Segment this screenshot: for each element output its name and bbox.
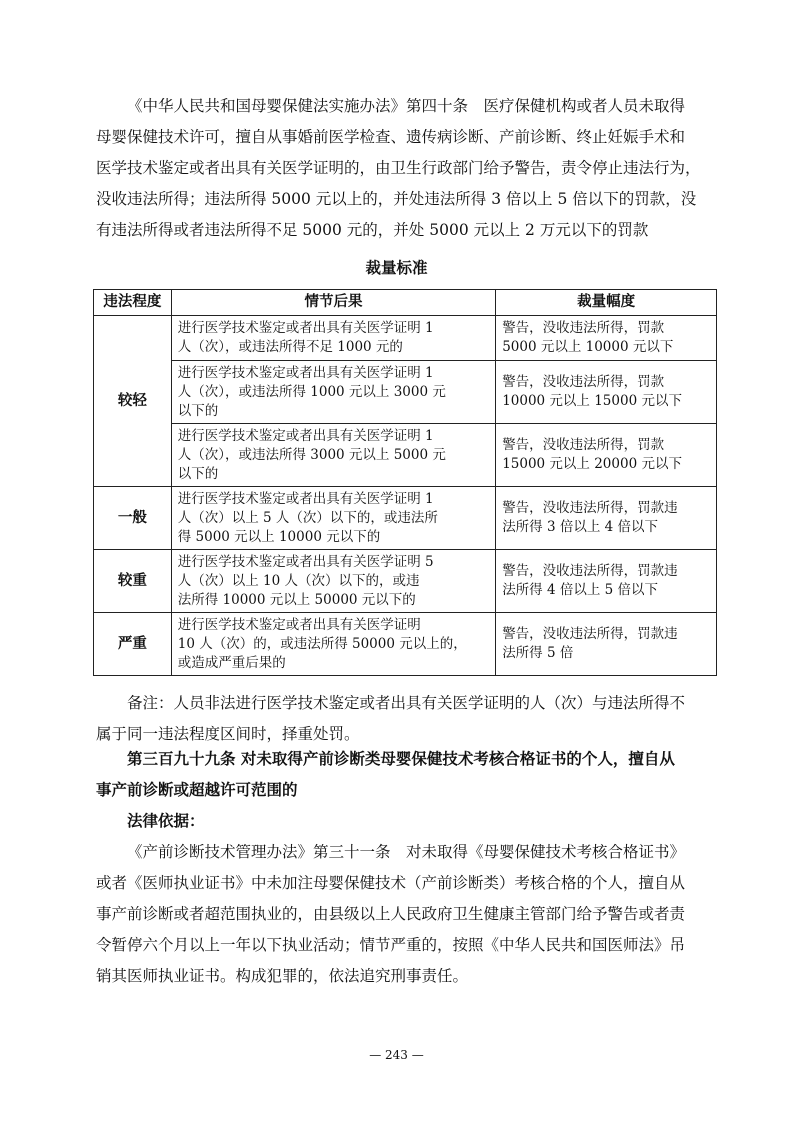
penalty-cell — [496, 361, 717, 424]
legal-basis-line: 令暂停六个月以上一年以下执业活动；情节严重的，按照《中华人民共和国医师法》吊 — [96, 936, 686, 954]
penalty-line: 法所得 4 倍以上 5 倍以下 — [502, 582, 659, 598]
header-circumstance: 情节后果 — [171, 290, 495, 316]
circumstance-cell — [171, 613, 495, 676]
circumstance-line: 以下的 — [177, 465, 219, 482]
legal-basis-heading — [96, 806, 714, 837]
discretion-standard-table — [93, 289, 717, 676]
circumstance-line: 人（次）以上 5 人（次）以下的，或违法所 — [177, 509, 438, 526]
note-line: 备注：人员非法进行医学技术鉴定或者出具有关医学证明的人（次）与违法所得不 — [127, 694, 686, 712]
circumstance-line: 进行医学技术鉴定或者出具有关医学证明 5 — [177, 553, 434, 570]
circumstance-cell — [171, 361, 495, 424]
degree-cell: 一般 — [94, 487, 172, 550]
page-number: — 243 — — [369, 1048, 424, 1062]
penalty-line: 10000 元以上 15000 元以下 — [502, 393, 682, 409]
penalty-cell — [496, 487, 717, 550]
penalty-line: 法所得 5 倍 — [502, 645, 574, 661]
circumstance-line: 人（次）以上 10 人（次）以下的，或违 — [177, 572, 420, 589]
intro-line: 《中华人民共和国母婴保健法实施办法》第四十条 医疗保健机构或者人员未取得 — [127, 97, 686, 115]
table-note — [96, 688, 714, 750]
article-line: 事产前诊断或超越许可范围的 — [96, 781, 298, 799]
circumstance-line: 法所得 10000 元以上 50000 元以下的 — [177, 591, 416, 608]
circumstance-line: 得 5000 元以上 10000 元以下的 — [177, 528, 381, 545]
note-line: 属于同一违法程度区间时，择重处罚。 — [96, 725, 360, 743]
circumstance-line: 10 人（次）的，或违法所得 50000 元以上的， — [177, 635, 467, 652]
circumstance-cell — [171, 316, 495, 361]
circumstance-line: 进行医学技术鉴定或者出具有关医学证明 1 — [177, 490, 434, 507]
degree-cell: 较轻 — [94, 316, 172, 487]
penalty-line: 警告，没收违法所得，罚款 — [502, 374, 665, 390]
circumstance-line: 进行医学技术鉴定或者出具有关医学证明 1 — [177, 427, 434, 444]
intro-line: 没收违法所得；违法所得 5000 元以上的，并处违法所得 3 倍以上 5 倍以下的罚款，没 — [96, 190, 697, 208]
penalty-line: 警告，没收违法所得，罚款违 — [502, 626, 678, 642]
legal-basis-line: 销其医师执业证书。构成犯罪的，依法追究刑事责任。 — [96, 967, 469, 985]
legal-basis-line: 或者《医师执业证书》中未加注母婴保健技术（产前诊断类）考核合格的个人，擅自从 — [96, 874, 686, 892]
penalty-line: 警告，没收违法所得，罚款违 — [502, 563, 678, 579]
table-row — [94, 613, 717, 676]
circumstance-line: 以下的 — [177, 402, 219, 419]
intro-paragraph — [96, 91, 714, 246]
circumstance-cell — [171, 550, 495, 613]
legal-basis-label: 法律依据： — [127, 812, 205, 830]
article-heading — [96, 744, 714, 806]
intro-line: 有违法所得或者违法所得不足 5000 元的，并处 5000 元以上 2 万元以下的罚款 — [96, 221, 649, 239]
penalty-cell — [496, 613, 717, 676]
intro-line: 母婴保健技术许可，擅自从事婚前医学检查、遗传病诊断、产前诊断、终止妊娠手术和 — [96, 128, 686, 146]
table-row — [94, 550, 717, 613]
degree-cell: 较重 — [94, 550, 172, 613]
article-line: 第三百九十九条 对未取得产前诊断类母婴保健技术考核合格证书的个人，擅自从 — [127, 750, 675, 768]
table-row — [94, 361, 717, 424]
table-header-row — [94, 290, 717, 316]
penalty-line: 警告，没收违法所得，罚款 — [502, 437, 665, 453]
degree-cell: 严重 — [94, 613, 172, 676]
circumstance-line: 进行医学技术鉴定或者出具有关医学证明 — [177, 616, 421, 633]
circumstance-line: 人（次），或违法所得 3000 元以上 5000 元 — [177, 446, 446, 463]
legal-basis-line: 《产前诊断技术管理办法》第三十一条 对未取得《母婴保健技术考核合格证书》 — [127, 843, 686, 861]
circumstance-cell — [171, 424, 495, 487]
penalty-line: 警告，没收违法所得，罚款 — [502, 320, 665, 336]
penalty-line: 5000 元以上 10000 元以下 — [502, 339, 674, 355]
penalty-line: 15000 元以上 20000 元以下 — [502, 456, 682, 472]
table-caption: 裁量标准 — [365, 259, 428, 277]
legal-basis-line: 事产前诊断或者超范围执业的，由县级以上人民政府卫生健康主管部门给予警告或者责 — [96, 905, 686, 923]
legal-basis-paragraph — [96, 837, 714, 992]
circumstance-line: 进行医学技术鉴定或者出具有关医学证明 1 — [177, 364, 434, 381]
penalty-line: 法所得 3 倍以上 4 倍以下 — [502, 519, 659, 535]
intro-line: 医学技术鉴定或者出具有关医学证明的，由卫生行政部门给予警告，责令停止违法行为， — [96, 159, 701, 177]
header-penalty: 裁量幅度 — [496, 290, 717, 316]
circumstance-cell — [171, 487, 495, 550]
penalty-cell — [496, 550, 717, 613]
penalty-cell — [496, 316, 717, 361]
circumstance-line: 进行医学技术鉴定或者出具有关医学证明 1 — [177, 320, 434, 336]
circumstance-line: 人（次），或违法所得 1000 元以上 3000 元 — [177, 383, 446, 400]
penalty-line: 警告，没收违法所得，罚款违 — [502, 500, 678, 516]
circumstance-line: 人（次），或违法所得不足 1000 元的 — [177, 339, 403, 355]
header-degree: 违法程度 — [94, 290, 172, 316]
table-row — [94, 487, 717, 550]
table-row — [94, 316, 717, 361]
penalty-cell — [496, 424, 717, 487]
table-row — [94, 424, 717, 487]
circumstance-line: 或造成严重后果的 — [177, 654, 286, 671]
